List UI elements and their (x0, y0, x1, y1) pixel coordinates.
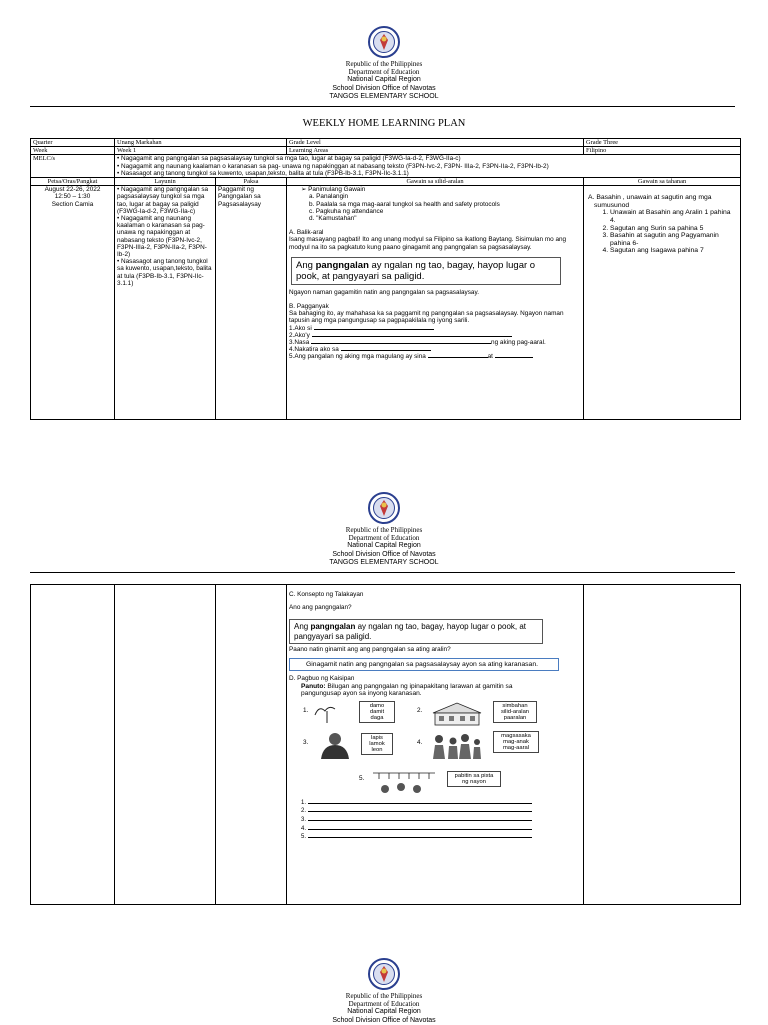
letterhead (0, 526, 768, 567)
learning-areas-label: Learning Areas (287, 147, 584, 155)
list-item: 4. Sagutan ang Isagawa pahina 7 (610, 247, 738, 255)
definition-box (291, 257, 561, 285)
definition-post: ay ngalan ng tao, bagay, hayop lugar o pook, at pangyayari sa paligid. (294, 622, 527, 641)
date-text: August 22-26, 2022 (44, 186, 101, 194)
question-2-text: Paano natin ginamit ang ang pangngalan sa ating aralin? (289, 646, 451, 654)
pagganyak-item-3: 3.Nasa ng aking pag-aaral. (289, 339, 546, 347)
gawain-silid-cell (287, 186, 584, 420)
definition-keyword: pangngalan (315, 259, 369, 271)
list-item: a. Panalangin (309, 193, 349, 201)
answer-blank[interactable] (308, 829, 532, 830)
page-3 (0, 950, 768, 1024)
answer-row: 4. (301, 825, 581, 834)
pagganyak-item-2: 2.Ako'y (289, 332, 581, 339)
learning-area-value: Filipino (584, 147, 741, 155)
pagganyak-item-4: 4.Nakatira ako sa (289, 346, 581, 353)
deped-seal-icon (368, 26, 400, 58)
answer-box: Ginagamit natin ang pangngalan sa pagsasalaysay ayon sa ating karanasan. (289, 658, 559, 672)
item-number: 1. (303, 706, 309, 714)
answer-blank[interactable] (308, 837, 532, 838)
lesson-row-2 (31, 585, 741, 905)
melc-item: • Nagagamit ang pangngalan sa pagsasalaysay tungkol sa mga tao, lugar at bagay sa paligid (F3WG-Ia-d-2, F3WG-IIa-c) (117, 155, 461, 163)
plan-table-2 (30, 584, 741, 905)
page-2 (0, 480, 768, 920)
layunin-cell (115, 585, 216, 905)
col-gawain-silid: Gawain sa silid-aralan (287, 178, 584, 186)
definition-post: ay ngalan ng tao, bagay, hayop lugar o pook, at pangyayari sa paligid. (296, 259, 536, 282)
paksa-cell: Paggamit ng Pangngalan sa Pagsasalaysay (216, 186, 287, 420)
school-line: TANGOS ELEMENTARY SCHOOL (329, 92, 439, 100)
week-row (31, 147, 741, 155)
pagbuo-title: D. Pagbuo ng Kaisipan (289, 675, 355, 683)
konsepto-title: C. Konsepto ng Talakayan (289, 591, 364, 598)
quarter-value: Unang Markahan (115, 139, 287, 147)
republic-line: Republic of the Philippines (345, 526, 423, 534)
time-text: 12:50 – 1:30 (54, 193, 91, 201)
col-paksa: Paksa (216, 178, 287, 186)
choice-box-5: pabitin sa pista ng nayon (447, 771, 501, 787)
answer-blank[interactable] (312, 336, 512, 337)
schedule-cell (31, 186, 115, 420)
definition-pre: Ang (294, 622, 311, 632)
list-item: 1. Unawain at Basahin ang Aralin 1 pahina 4. (610, 209, 738, 224)
answer-row: 5. (301, 833, 581, 842)
answer-blank[interactable] (311, 343, 491, 344)
panimula-title: ➢ Panimulang Gawain (301, 186, 366, 194)
list-item: 3. Basahin at sagutin ang Pagyamanin pahina 6- (610, 232, 738, 247)
division-line: School Division Office of Navotas (332, 84, 436, 92)
choice-box-1: damo damit daga (359, 701, 395, 724)
pagganyak-text: Sa bahaging ito, ay mahahasa ka sa paggamit ng pangngalan sa pagsasalaysay. Ngayon naman tapusin ang mga pangungusap sa pagpapakilala ng iyong sarili. (289, 310, 564, 325)
item-number: 5. (359, 774, 365, 782)
answer-row: 3. (301, 816, 581, 825)
col-gawain-tahanan: Gawain sa tahanan (584, 178, 741, 186)
quarter-label: Quarter (31, 139, 115, 147)
quarter-row (31, 139, 741, 147)
region-line: National Capital Region (347, 1008, 421, 1016)
school-line: TANGOS ELEMENTARY SCHOOL (329, 558, 439, 566)
week-label: Week (31, 147, 115, 155)
letterhead (0, 992, 768, 1025)
fiesta-picture-icon (371, 767, 437, 797)
gawain-tahanan-cell (584, 585, 741, 905)
header-divider (30, 106, 735, 107)
region-line: National Capital Region (347, 542, 421, 550)
choice-box-2: simbahan silid-aralan paaralan (493, 701, 537, 724)
column-header-row (31, 178, 741, 186)
answer-blank[interactable] (495, 357, 533, 358)
answer-blank[interactable] (308, 803, 532, 804)
pagganyak-item-1: 1.Ako si (289, 325, 581, 332)
answer-blank[interactable] (308, 811, 532, 812)
col-petsa: Petsa/Oras/Pangkat (31, 178, 115, 186)
panuto-text (289, 683, 531, 698)
answer-blank[interactable] (314, 329, 434, 330)
schedule-cell (31, 585, 115, 905)
layunin-cell: • Nagagamit ang pangngalan sa pagsasalaysay tungkol sa mga tao, lugar at bagay sa paligid (F3WG-Ia-d-2, F3WG-IIa-c) • Nagagamit ang naunang kaalaman o karanasan sa pag- unawa ng napakinggan at nabasang teksto (F3PN-Ivc-2, F3PN-IIIa-2, F3PN-IIa-2, F3PN-Ib-2) • Nasasagot ang tanong tungkol sa kuwento, usapan,teksto, balita at tula (F3PB-Ib-3.1, F3PN-IIc-3.1.1) (115, 186, 216, 420)
header-divider (30, 572, 735, 573)
col-layunin: Layunin (115, 178, 216, 186)
definition-pre: Ang (296, 259, 316, 271)
balik-aral-text: Isang masayang pagbati! Ito ang unang modyul sa Filipino sa ikatlong Baytang. Sisimulan mo ang modyul na ito sa pagkatuto kung paano ginagamit ang pangngalan sa pagsasalaysay. (289, 236, 567, 251)
panimula-list (289, 193, 581, 222)
choice-box-4: magsasaka mag-anak mag-aaral (493, 731, 539, 754)
letterhead (0, 60, 768, 101)
department-line: Department of Education (348, 68, 420, 77)
answer-row: 1. (301, 799, 581, 808)
answer-blank[interactable] (308, 820, 532, 821)
school-building-icon (429, 701, 485, 727)
department-line: Department of Education (348, 534, 420, 543)
panuto-body: Bilugan ang pangngalan ng ipinapakitang larawan at gamitin sa pangungusap ayon sa inyong karanasan. (301, 682, 513, 698)
after-definition-text: Ngayon naman gagamitin natin ang pangngalan sa pagsasalaysay. (289, 288, 479, 296)
pagganyak-item-5: 5.Ang pangalan ng aking mga magulang ay sina at (289, 353, 581, 360)
definition-box (289, 619, 543, 644)
page-1 (0, 0, 768, 440)
gawain-tahanan-cell (584, 186, 741, 420)
section-text: Section Camia (51, 200, 94, 208)
list-item: d. "Kamustahan" (309, 215, 357, 223)
list-item: c. Pagkuha ng attendance (309, 207, 384, 215)
lesson-row-1 (31, 186, 741, 420)
person-picture-icon (315, 731, 355, 759)
answer-blank[interactable] (428, 357, 488, 358)
republic-line: Republic of the Philippines (345, 992, 423, 1000)
grass-picture-icon (309, 701, 347, 723)
melc-item: • Nasasagot ang tanong tungkol sa kuwento, usapan,teksto, balita at tula (F3PB-Ib-3.1, F3PN-IIc-3.1.1) (117, 169, 409, 177)
item-number: 4. (417, 738, 423, 746)
picture-exercise (289, 701, 581, 799)
melc-label: MELC/s (31, 155, 115, 178)
tahanan-intro: A. Basahin , unawain at sagutin ang mga sumusunod (588, 194, 712, 209)
pagganyak-title: B. Pagganyak (289, 303, 329, 311)
deped-seal-icon (368, 958, 400, 990)
item-number: 2. (417, 706, 423, 714)
grade-level-label: Grade Level (287, 139, 584, 147)
plan-table-1 (30, 138, 741, 420)
answer-blank[interactable] (341, 350, 431, 351)
definition-keyword: pangngalan (310, 622, 356, 632)
list-item: b. Paalala sa mga mag-aaral tungkol sa health and safety protocols (309, 200, 500, 208)
list-item: 2. Sagutan ang Surin sa pahina 5 (610, 225, 738, 233)
balik-aral-title: A. Balik-aral (289, 229, 324, 237)
division-line: School Division Office of Navotas (332, 1016, 436, 1024)
melc-item: • Nagagamit ang naunang kaalaman o karanasan sa pag- unawa ng napakinggan at nabasang teksto (F3PN-Ivc-2, F3PN- IIIa-2, F3PN-IIa-2, F3PN-Ib-2) (117, 162, 549, 170)
republic-line: Republic of the Philippines (345, 60, 423, 68)
tahanan-list (586, 209, 738, 255)
melc-row (31, 155, 741, 178)
choice-box-3: lapis lamok leon (361, 733, 393, 756)
deped-seal-icon (368, 492, 400, 524)
family-picture-icon (429, 731, 487, 759)
division-line: School Division Office of Navotas (332, 550, 436, 558)
week-value: Week 1 (115, 147, 287, 155)
department-line: Department of Education (348, 1000, 420, 1009)
grade-value: Grade Three (584, 139, 741, 147)
answer-row: 2. (301, 807, 581, 816)
item-number: 3. (303, 738, 309, 746)
question-text: Ano ang pangngalan? (289, 604, 352, 612)
region-line: National Capital Region (347, 76, 421, 84)
melc-list (115, 155, 741, 178)
answer-lines (289, 799, 581, 842)
gawain-silid-cell (287, 585, 584, 905)
document-title: WEEKLY HOME LEARNING PLAN (302, 118, 466, 129)
paksa-cell (216, 585, 287, 905)
panuto-label: Panuto: (301, 682, 326, 690)
